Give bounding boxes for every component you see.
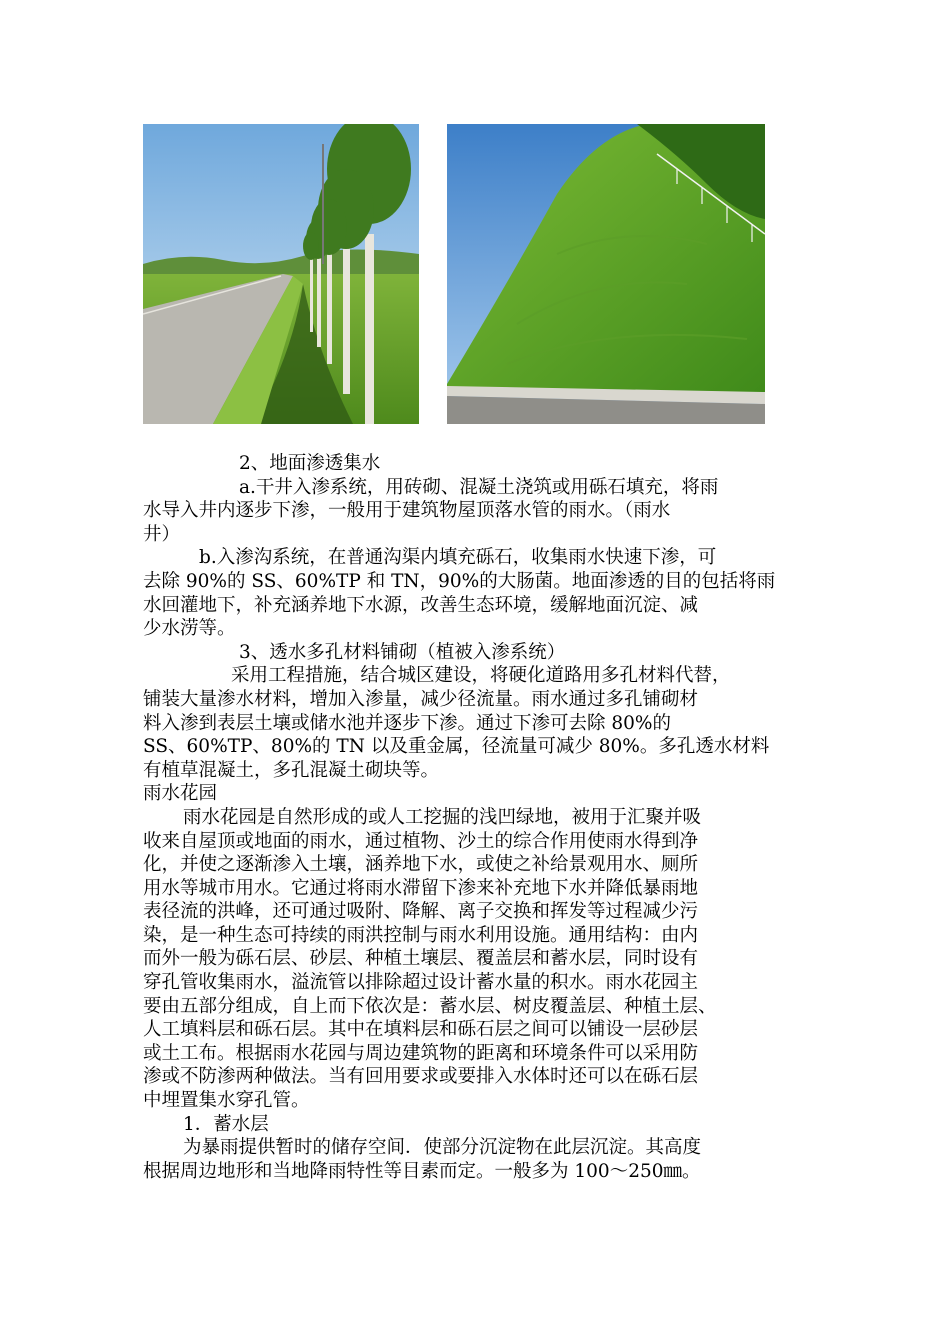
text-line: 有植草混凝土，多孔混凝土砌块等。 <box>143 759 440 781</box>
text-line: 料入渗到表层土壤或储水池并逐步下渗。通过下渗可去除 80%的 <box>143 712 672 734</box>
text-line: 用水等城市用水。它通过将雨水滞留下渗来补充地下水并降低暴雨地 <box>143 877 699 899</box>
text-line: 为暴雨提供暂时的储存空间．使部分沉淀物在此层沉淀。其高度 <box>183 1137 702 1159</box>
text-line: 雨水花园 <box>143 783 218 805</box>
body-text <box>143 452 803 1183</box>
photo-roadside-swale <box>143 124 419 424</box>
text-line: 表径流的洪峰，还可通过吸附、降解、离子交换和挥发等过程减少污 <box>143 901 699 923</box>
text-line: 1．蓄水层 <box>183 1113 269 1135</box>
vegetated-slope-illustration <box>447 124 765 424</box>
text-line: 化，并使之逐渐渗入土壤，涵养地下水，或使之补给景观用水、厕所 <box>143 854 699 876</box>
text-line: 要由五部分组成，自上而下依次是：蓄水层、树皮覆盖层、种植土层、 <box>143 995 717 1017</box>
text-line: 铺装大量渗水材料，增加入渗量，减少径流量。雨水通过多孔铺砌材 <box>143 688 699 710</box>
text-line: 少水涝等。 <box>143 618 236 640</box>
text-line: 2、地面渗透集水 <box>239 453 381 474</box>
text-line: 水导入井内逐步下渗，一般用于建筑物屋顶落水管的雨水。（雨水 <box>143 500 671 522</box>
text-line: 穿孔管收集雨水，溢流管以排除超过设计蓄水量的积水。雨水花园主 <box>143 972 699 994</box>
text-line: 去除 90%的 SS、60%TP 和 TN，90%的大肠菌。地面渗透的目的包括将雨 <box>143 570 776 592</box>
text-line: 3、透水多孔材料铺砌（植被入渗系统） <box>239 641 566 663</box>
text-line: 渗或不防渗两种做法。当有回用要求或要排入水体时还可以在砾石层 <box>143 1066 699 1088</box>
text-line: 采用工程措施，结合城区建设，将硬化道路用多孔材料代替， <box>231 665 731 687</box>
text-line: 或土工布。根据雨水花园与周边建筑物的距离和环境条件可以采用防 <box>143 1042 699 1064</box>
text-line: 而外一般为砾石层、砂层、种植土壤层、覆盖层和蓄水层，同时设有 <box>143 948 699 970</box>
text-line: SS、60%TP、80%的 TN 以及重金属，径流量可减少 80%。多孔透水材料 <box>143 736 770 758</box>
text-line: a.干井入渗系统，用砖砌、混凝土浇筑或用砾石填充，将雨 <box>239 476 719 498</box>
text-line: 中埋置集水穿孔管。 <box>143 1090 310 1112</box>
text-line: 雨水花园是自然形成的或人工挖掘的浅凹绿地，被用于汇聚并吸 <box>183 806 702 828</box>
photo-vegetated-slope <box>447 124 765 424</box>
text-line: 人工填料层和砾石层。其中在填料层和砾石层之间可以铺设一层砂层 <box>143 1019 699 1041</box>
roadside-swale-illustration <box>143 124 419 424</box>
text-line: 水回灌地下，补充涵养地下水源，改善生态环境，缓解地面沉淀、减 <box>143 594 699 616</box>
text-line: 收来自屋顶或地面的雨水，通过植物、沙土的综合作用使雨水得到净 <box>143 830 699 852</box>
text-line: 根据周边地形和当地降雨特性等目素而定。一般多为 100～250㎜。 <box>143 1160 701 1182</box>
text-line: 染，是一种生态可持续的雨洪控制与雨水利用设施。通用结构：由内 <box>143 924 699 946</box>
text-line: 井） <box>143 523 181 545</box>
text-line: b.入渗沟系统，在普通沟渠内填充砾石，收集雨水快速下渗，可 <box>199 547 717 569</box>
